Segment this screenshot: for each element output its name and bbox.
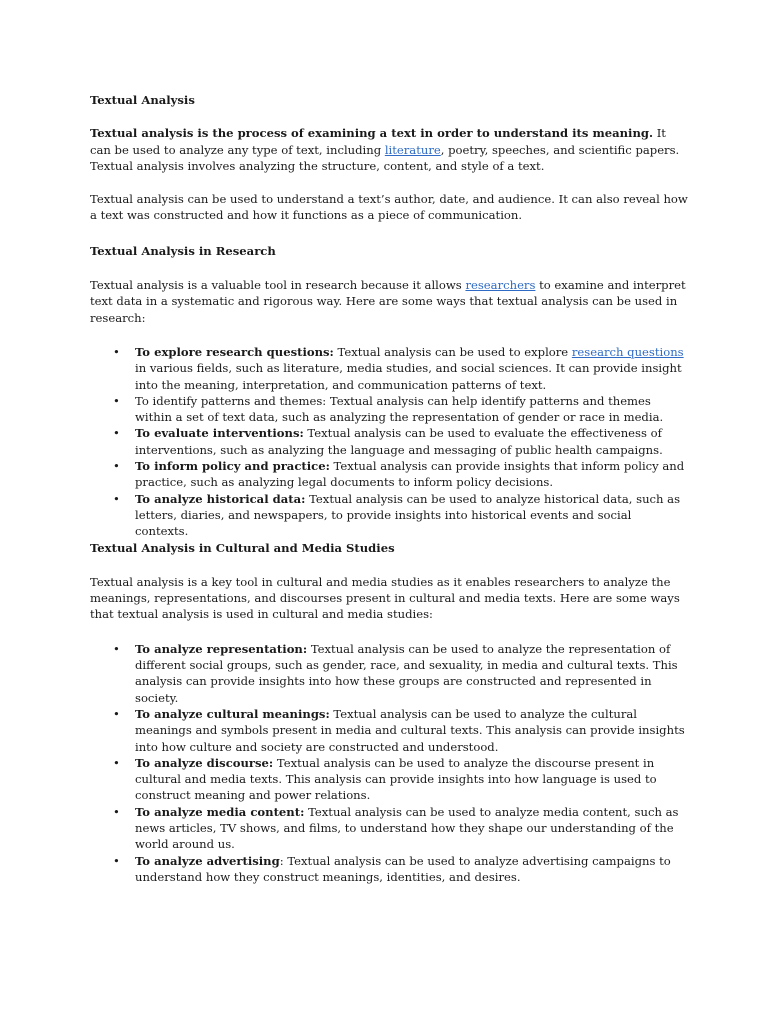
researchers-link[interactable]: researchers: [465, 278, 536, 293]
list-item-bold: To analyze historical data:: [135, 491, 306, 506]
list-item-text: Textual analysis can be used to evaluate the effectiveness of interventions, such as analyzing the language and messaging of public health campaigns.: [135, 426, 663, 457]
list-item-text: in various fields, such as literature, media studies, and social sciences. It can provide insight into the meaning, interpretation, and communication patterns of text.: [135, 361, 682, 392]
list-item-bold: To analyze discourse:: [135, 755, 274, 770]
list-item-bold: To evaluate interventions:: [135, 426, 304, 441]
cultural-uses-list: [90, 641, 688, 885]
list-item-text: : Textual analysis can be used to analyze advertising campaigns to understand how they construct meanings, identities, and desires.: [135, 853, 671, 884]
list-item: [135, 344, 688, 393]
research-questions-link[interactable]: research questions: [571, 344, 684, 359]
list-item-bold: To analyze cultural meanings:: [135, 706, 330, 721]
list-item-bold: To analyze advertising: [135, 853, 280, 868]
list-item-text: Textual analysis can be used to analyze the cultural meanings and symbols present in media and cultural texts. This analysis can provide insights into how culture and society are constructed and understood.: [135, 706, 685, 754]
list-item: [135, 804, 688, 853]
document-title: Textual Analysis: [90, 93, 195, 107]
intro-bold-lead: Textual analysis is the process of examining a text in order to understand its meaning.: [90, 126, 654, 141]
list-item-bold: To inform policy and practice:: [135, 459, 330, 474]
list-item: [135, 706, 688, 755]
list-item-bold: To analyze media content:: [135, 804, 305, 819]
cultural-intro-paragraph: Textual analysis is a key tool in cultural and media studies as it enables researchers to analyze the meanings, representations, and discourses present in cultural and media texts. Here are some ways that textual analysis is used in cultural and media studies:: [90, 574, 680, 622]
intro-text-before-link: It can be used to analyze any type of text, including: [90, 126, 666, 157]
research-uses-list: [90, 344, 688, 540]
intro-paragraph: [90, 125, 688, 174]
research-intro-paragraph: [90, 277, 688, 326]
list-item-text: Textual analysis can be used to explore: [333, 344, 572, 359]
list-item: [135, 491, 688, 540]
list-item-text: Textual analysis can be used to analyze media content, such as news articles, TV shows, and films, to understand how they shape our understanding of the world around us.: [135, 804, 679, 852]
research-intro-after-link: to examine and interpret text data in a systematic and rigorous way. Here are some ways that textual analysis can be used in research:: [90, 278, 686, 325]
cultural-heading: Textual Analysis in Cultural and Media Studies: [90, 540, 395, 555]
list-item-bold: To analyze representation:: [135, 641, 308, 656]
document-page: [90, 92, 688, 885]
list-item: [135, 425, 688, 458]
list-item-text: Textual analysis can be used to analyze the discourse present in cultural and media texts. This analysis can provide insights into how language is used to construct meaning and power relations.: [135, 755, 657, 803]
list-item: [135, 458, 688, 491]
list-item: [135, 853, 688, 886]
list-item: [135, 755, 688, 804]
list-item-text: Textual analysis can be used to analyze the representation of different social groups, such as gender, race, and sexuality, in media and cultural texts. This analysis can provide insights into how these groups are constructed and represented in society.: [135, 641, 678, 705]
list-item-text: Textual analysis can provide insights that inform policy and practice, such as analyzing legal documents to inform policy decisions.: [135, 459, 685, 490]
research-intro-before-link: Textual analysis is a valuable tool in research because it allows: [90, 278, 466, 293]
list-item-bold: To explore research questions:: [135, 344, 334, 359]
literature-link[interactable]: literature: [384, 142, 441, 157]
list-item: [135, 393, 688, 426]
intro-text-after-link: , poetry, speeches, and scientific papers. Textual analysis involves analyzing the structure, content, and style of a text.: [90, 142, 680, 173]
list-item-text: Textual analysis can be used to analyze historical data, such as letters, diaries, and newspapers, to provide insights into historical events and social contexts.: [135, 491, 681, 539]
second-paragraph: Textual analysis can be used to understand a text’s author, date, and audience. It can also reveal how a text was constructed and how it functions as a piece of communication.: [90, 192, 688, 223]
list-item: [135, 641, 688, 706]
list-item-text: To identify patterns and themes: Textual analysis can help identify patterns and themes within a set of text data, such as analyzing the representation of gender or race in media.: [135, 393, 664, 425]
research-heading: Textual Analysis in Research: [90, 243, 276, 258]
